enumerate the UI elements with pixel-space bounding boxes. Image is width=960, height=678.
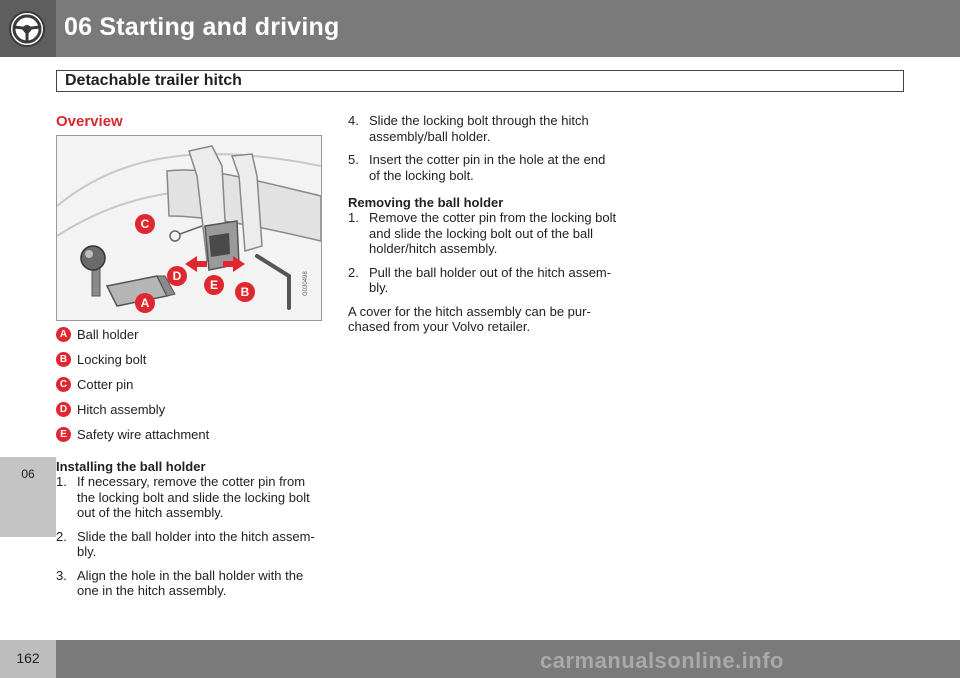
svg-text:E: E: [209, 278, 219, 292]
right-column: [348, 113, 618, 335]
installing-steps: [56, 474, 324, 599]
chapter-tab-label: 06: [21, 467, 35, 481]
callout-c: [135, 214, 155, 234]
step-item: [348, 265, 618, 296]
section-title: Detachable trailer hitch: [65, 72, 242, 89]
step-text: Pull the ball holder out of the hitch assem-bly.: [369, 264, 612, 295]
step-number: 5.: [348, 152, 359, 167]
legend-item: [56, 427, 324, 452]
svg-text:C: C: [140, 217, 150, 231]
step-item: [56, 568, 324, 599]
step-item: [56, 474, 324, 521]
svg-text:B: B: [240, 285, 250, 299]
chapter-icon-area: [0, 0, 56, 57]
legend-badge: E: [56, 427, 71, 442]
step-number: 2.: [348, 264, 359, 280]
svg-text:A: A: [140, 296, 150, 310]
hitch-illustration: [56, 135, 322, 321]
step-number: 1.: [56, 474, 67, 489]
step-text: Insert the cotter pin in the hole at the end of the locking bolt.: [369, 152, 606, 183]
cover-note: A cover for the hitch assembly can be pur-chased from your Volvo retailer.: [348, 303, 591, 334]
figure-code: G030498: [303, 271, 309, 296]
step-text: Slide the locking bolt through the hitch assembly/ball holder.: [369, 113, 589, 144]
chapter-header: [0, 0, 960, 57]
step-text: Align the hole in the ball holder with the one in the hitch assembly.: [77, 567, 304, 598]
overview-heading: Overview: [56, 113, 123, 130]
legend-badge: C: [56, 377, 71, 392]
step-text: If necessary, remove the cotter pin from the locking bolt and slide the locking bolt out of the hitch assembly.: [77, 474, 310, 520]
legend-text: Safety wire attachment: [77, 427, 210, 442]
step-number: 4.: [348, 113, 359, 128]
legend-item: [56, 402, 324, 427]
chapter-tab: [0, 457, 56, 537]
step-text: Remove the cotter pin from the locking bolt and slide the locking bolt out of the ball holder/hitch assembly.: [369, 210, 617, 256]
step-item: [348, 152, 618, 183]
left-column: [56, 113, 324, 598]
callout-a: [135, 293, 155, 313]
legend-item: [56, 327, 324, 352]
svg-text:D: D: [172, 269, 182, 283]
step-item: [56, 529, 324, 560]
legend-text: Locking bolt: [77, 352, 147, 367]
legend-badge: B: [56, 352, 71, 367]
section-bar: [56, 70, 904, 92]
installing-section: [56, 459, 324, 607]
steering-wheel-icon: [8, 10, 46, 48]
removing-steps: [348, 210, 618, 296]
removing-heading: Removing the ball holder: [348, 195, 504, 210]
legend-text: Cotter pin: [77, 377, 134, 392]
page-number-area: [0, 640, 56, 678]
step-number: 1.: [348, 210, 359, 225]
legend-item: [56, 377, 324, 402]
callout-b: [235, 282, 255, 302]
page-number: 162: [16, 650, 40, 666]
sidebar: [0, 57, 56, 640]
legend-text: Ball holder: [77, 327, 139, 342]
installing-heading: Installing the ball holder: [56, 459, 206, 474]
legend-badge: D: [56, 402, 71, 417]
step-item: [348, 113, 618, 144]
step-number: 3.: [56, 567, 67, 583]
step-text: Slide the ball holder into the hitch assem-bly.: [77, 528, 315, 559]
chapter-title: 06 Starting and driving: [64, 13, 340, 41]
legend: [56, 327, 324, 452]
callout-d: [167, 266, 187, 286]
hitch-drawing: [57, 136, 321, 320]
legend-item: [56, 352, 324, 377]
legend-text: Hitch assembly: [77, 402, 166, 417]
installing-steps-continued: [348, 113, 618, 183]
page-footer: [0, 640, 960, 678]
callout-e: [204, 275, 224, 295]
legend-badge: A: [56, 327, 71, 342]
step-number: 2.: [56, 528, 67, 544]
watermark: carmanualsonline.info: [540, 648, 784, 673]
step-item: [348, 210, 618, 257]
